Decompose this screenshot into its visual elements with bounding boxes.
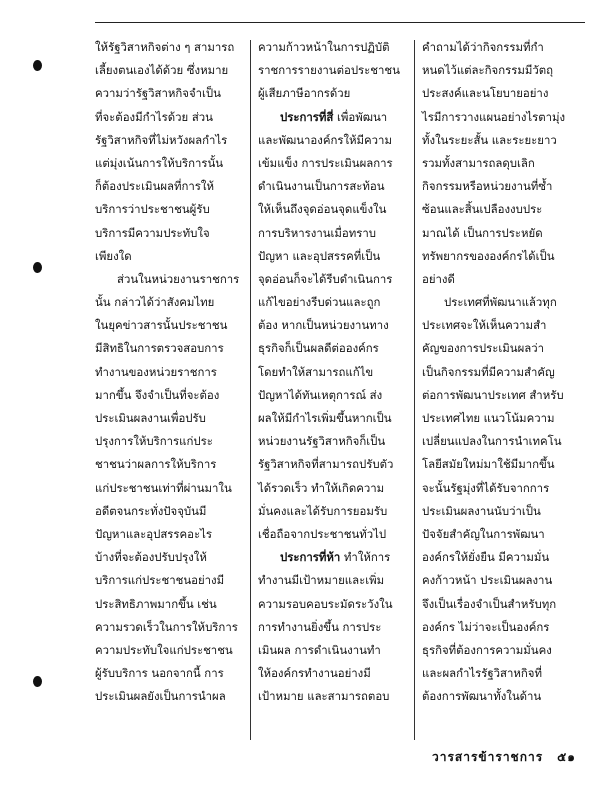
text-line: และพัฒนาองค์กรให้มีความ xyxy=(258,132,392,147)
text-line: ประสิทธิภาพมากขึ้น เช่น xyxy=(95,596,217,611)
text-line: องค์กรให้ยั่งยืน มีความมั่น xyxy=(422,550,550,565)
text-line: ประเมินผลยังเป็นการนำผล xyxy=(95,689,226,704)
text-line: ผู้เสียภาษีอากรด้วย xyxy=(258,86,351,101)
text-line: อดีตจนกระทั่งปัจจุบันมี xyxy=(95,503,207,518)
text-line: ความว่ารัฐวิสาหกิจจำเป็น xyxy=(95,86,221,101)
text-line: ดำเนินงานเป็นการสะท้อน xyxy=(258,179,385,194)
text-line: การบริหารงานเมื่อทราบ xyxy=(258,225,377,240)
text-line: ประเทศจะให้เห็นความสำ xyxy=(422,318,547,333)
column-divider xyxy=(250,40,251,740)
text-line: ปัญหา และอุปสรรคที่เป็น xyxy=(258,248,381,263)
text-line: โดยทำให้สามารถแก้ไข xyxy=(258,364,374,379)
text-line: ผู้รับบริการ นอกจากนี้ การ xyxy=(95,666,224,681)
text-line: จะนั้นรัฐมุ่งที่ได้รับจากการ xyxy=(422,480,550,495)
text-line: รัฐวิสาหกิจที่ไม่หวังผลกำไร xyxy=(95,132,228,147)
binder-hole-marker xyxy=(33,262,42,273)
text-line: ไรมีการวางแผนอย่างไรตามุ่ง xyxy=(422,109,566,124)
text-line: ทำงานมีเป้าหมายและเพิ่ม xyxy=(258,573,385,588)
text-line: ปรุงการให้บริการแก่ประ xyxy=(95,434,213,449)
text-line: ความรอบคอบระมัดระวังใน xyxy=(258,596,393,611)
text-line: ในยุคข่าวสารนั้นประชาชน xyxy=(95,318,228,333)
text-line: แก้ไขอย่างรีบด่วนและถูก xyxy=(258,295,381,310)
text-line: ทำงานของหน่วยราชการ xyxy=(95,364,217,379)
text-line: บ้างที่จะต้องปรับปรุงให้ xyxy=(95,550,207,565)
text-line: บริการมีความประทับใจ xyxy=(95,225,210,240)
text-line: ความประทับใจแก่ประชาชน xyxy=(95,642,233,657)
journal-title: วารสารข้าราชการ xyxy=(432,750,544,764)
text-column-1 xyxy=(95,36,245,708)
text-line: คัญของการประเมินผลว่า xyxy=(422,341,545,356)
text-line: แต่มุ่งเน้นการให้บริการนั้น xyxy=(95,155,224,170)
text-line: คำถามได้ว่ากิจกรรมที่กำ xyxy=(422,40,544,54)
text-line: ชาชนว่าผลการให้บริการ xyxy=(95,457,217,472)
text-line: โลยีสมัยใหม่มาใช้มีมากขึ้น xyxy=(422,457,555,472)
text-line: ให้องค์กรทำงานอย่างมี xyxy=(258,666,371,681)
text-line: ต้องการพัฒนาทั้งในด้าน xyxy=(422,689,542,704)
text-line: เป็นกิจกรรมที่มีความสำคัญ xyxy=(422,364,555,379)
text-line: ปัญหาได้ทันเหตุการณ์ ส่ง xyxy=(258,387,383,402)
text-line: ที่จะต้องมีกำไรด้วย ส่วน xyxy=(95,109,213,124)
text-line: ประการที่สี่ เพื่อพัฒนา xyxy=(280,109,388,124)
text-line: ความรวดเร็วในการให้บริการ xyxy=(95,619,238,634)
text-line: ซ้อนและสิ้นเปลืองงบประ xyxy=(422,202,543,217)
text-line: ทรัพยากรขององค์กรได้เป็น xyxy=(422,248,555,263)
text-line: ประเทศที่พัฒนาแล้วทุก xyxy=(444,295,557,310)
text-line: จึงเป็นเรื่องจำเป็นสำหรับทุก xyxy=(422,596,557,611)
text-line: ได้รวดเร็ว ทำให้เกิดความ xyxy=(258,480,385,495)
text-line: ส่วนในหน่วยงานราชการ xyxy=(117,271,240,286)
text-line: มั่นคงและได้รับการยอมรับ xyxy=(258,503,388,518)
page-footer xyxy=(432,748,576,767)
text-line: มากขึ้น จึงจำเป็นที่จะต้อง xyxy=(95,387,220,402)
binder-hole-marker xyxy=(33,676,42,687)
text-line: นั้น กล่าวได้ว่าสังคมไทย xyxy=(95,295,215,310)
text-line: บริการว่าประชาชนผู้รับ xyxy=(95,202,210,217)
header-rule xyxy=(95,22,585,23)
text-line: ธุรกิจก็เป็นผลดีต่อองค์กร xyxy=(258,341,379,356)
text-line: ปัจจัยสำคัญในการพัฒนา xyxy=(422,526,545,541)
text-column-3 xyxy=(422,36,587,708)
text-line: เมินผล การดำเนินงานทำ xyxy=(258,642,381,657)
text-line: ราชการรายงานต่อประชาชน xyxy=(258,63,400,78)
text-line: ประเมินผลงานเพื่อปรับ xyxy=(95,411,206,425)
text-line: ธุรกิจที่ต้องการความมั่นคง xyxy=(422,642,552,657)
binder-hole-marker xyxy=(33,60,42,71)
text-line: ประเทศไทย แนวโน้มความ xyxy=(422,411,555,425)
text-line: มาณได้ เป็นการประหยัด xyxy=(422,225,543,240)
text-line: รวมทั้งสามารถลดุบเลิก xyxy=(422,155,535,170)
text-line: หน่วยงานรัฐวิสาหกิจก็เป็น xyxy=(258,434,386,449)
text-line: หนดไว้แต่ละกิจกรรมมีวัตถุ xyxy=(422,63,554,78)
page-number: ๕๑ xyxy=(557,750,576,764)
text-line: คงก้าวหน้า ประเมินผลงาน xyxy=(422,573,553,588)
text-line: จุดอ่อนก็จะได้รีบดำเนินการ xyxy=(258,271,393,286)
text-line: การทำงานยิ่งขึ้น การประ xyxy=(258,619,382,634)
column-divider xyxy=(414,40,415,740)
text-line: บริการแก่ประชาชนอย่างมี xyxy=(95,573,225,588)
text-line: ให้รัฐวิสาหกิจต่าง ๆ สามารถ xyxy=(95,40,235,54)
text-line: อย่างดี xyxy=(422,271,455,286)
text-line: เพียงใด xyxy=(95,248,132,263)
text-line: กิจกรรมหรือหน่วยงานที่ซ้ำ xyxy=(422,179,553,194)
text-line: เชื่อถือจากประชาชนทั่วไป xyxy=(258,526,387,541)
text-line: และผลกำไรรัฐวิสาหกิจที่ xyxy=(422,666,542,681)
text-line: ให้เห็นถึงจุดอ่อนจุดแข็งใน xyxy=(258,202,387,217)
text-line: ต้อง หากเป็นหน่วยงานทาง xyxy=(258,318,389,333)
text-line: องค์กร ไม่ว่าจะเป็นองค์กร xyxy=(422,619,550,634)
text-line: ประการที่ห้า ทำให้การ xyxy=(280,550,391,565)
text-line: เลี้ยงตนเองได้ด้วย ซึ่งหมาย xyxy=(95,63,229,78)
text-line: มีสิทธิในการตรวจสอบการ xyxy=(95,341,224,356)
text-line: ก็ต้องประเมินผลที่การให้ xyxy=(95,179,214,194)
text-line: ประสงค์และนโยบายอย่าง xyxy=(422,86,549,101)
text-line: ต่อการพัฒนาประเทศ สำหรับ xyxy=(422,387,564,402)
text-line: เข้มแข็ง การประเมินผลการ xyxy=(258,155,393,170)
text-line: เป้าหมาย และสามารถตอบ xyxy=(258,689,390,704)
text-line: เปลี่ยนแปลงในการนำเทคโน xyxy=(422,434,562,449)
text-line: รัฐวิสาหกิจที่สามารถปรับตัว xyxy=(258,457,394,472)
text-column-2 xyxy=(258,36,408,708)
text-line: แก่ประชาชนเท่าที่ผ่านมาใน xyxy=(95,480,232,495)
text-line: ทั้งในระยะสั้น และระยะยาว xyxy=(422,132,557,147)
text-line: ผลให้มีกำไรเพิ่มขึ้นหากเป็น xyxy=(258,411,392,425)
text-line: ปัญหาและอุปสรรคอะไร xyxy=(95,526,212,541)
text-line: ประเมินผลงานนับว่าเป็น xyxy=(422,503,541,518)
text-line: ความก้าวหน้าในการปฏิบัติ xyxy=(258,40,390,54)
